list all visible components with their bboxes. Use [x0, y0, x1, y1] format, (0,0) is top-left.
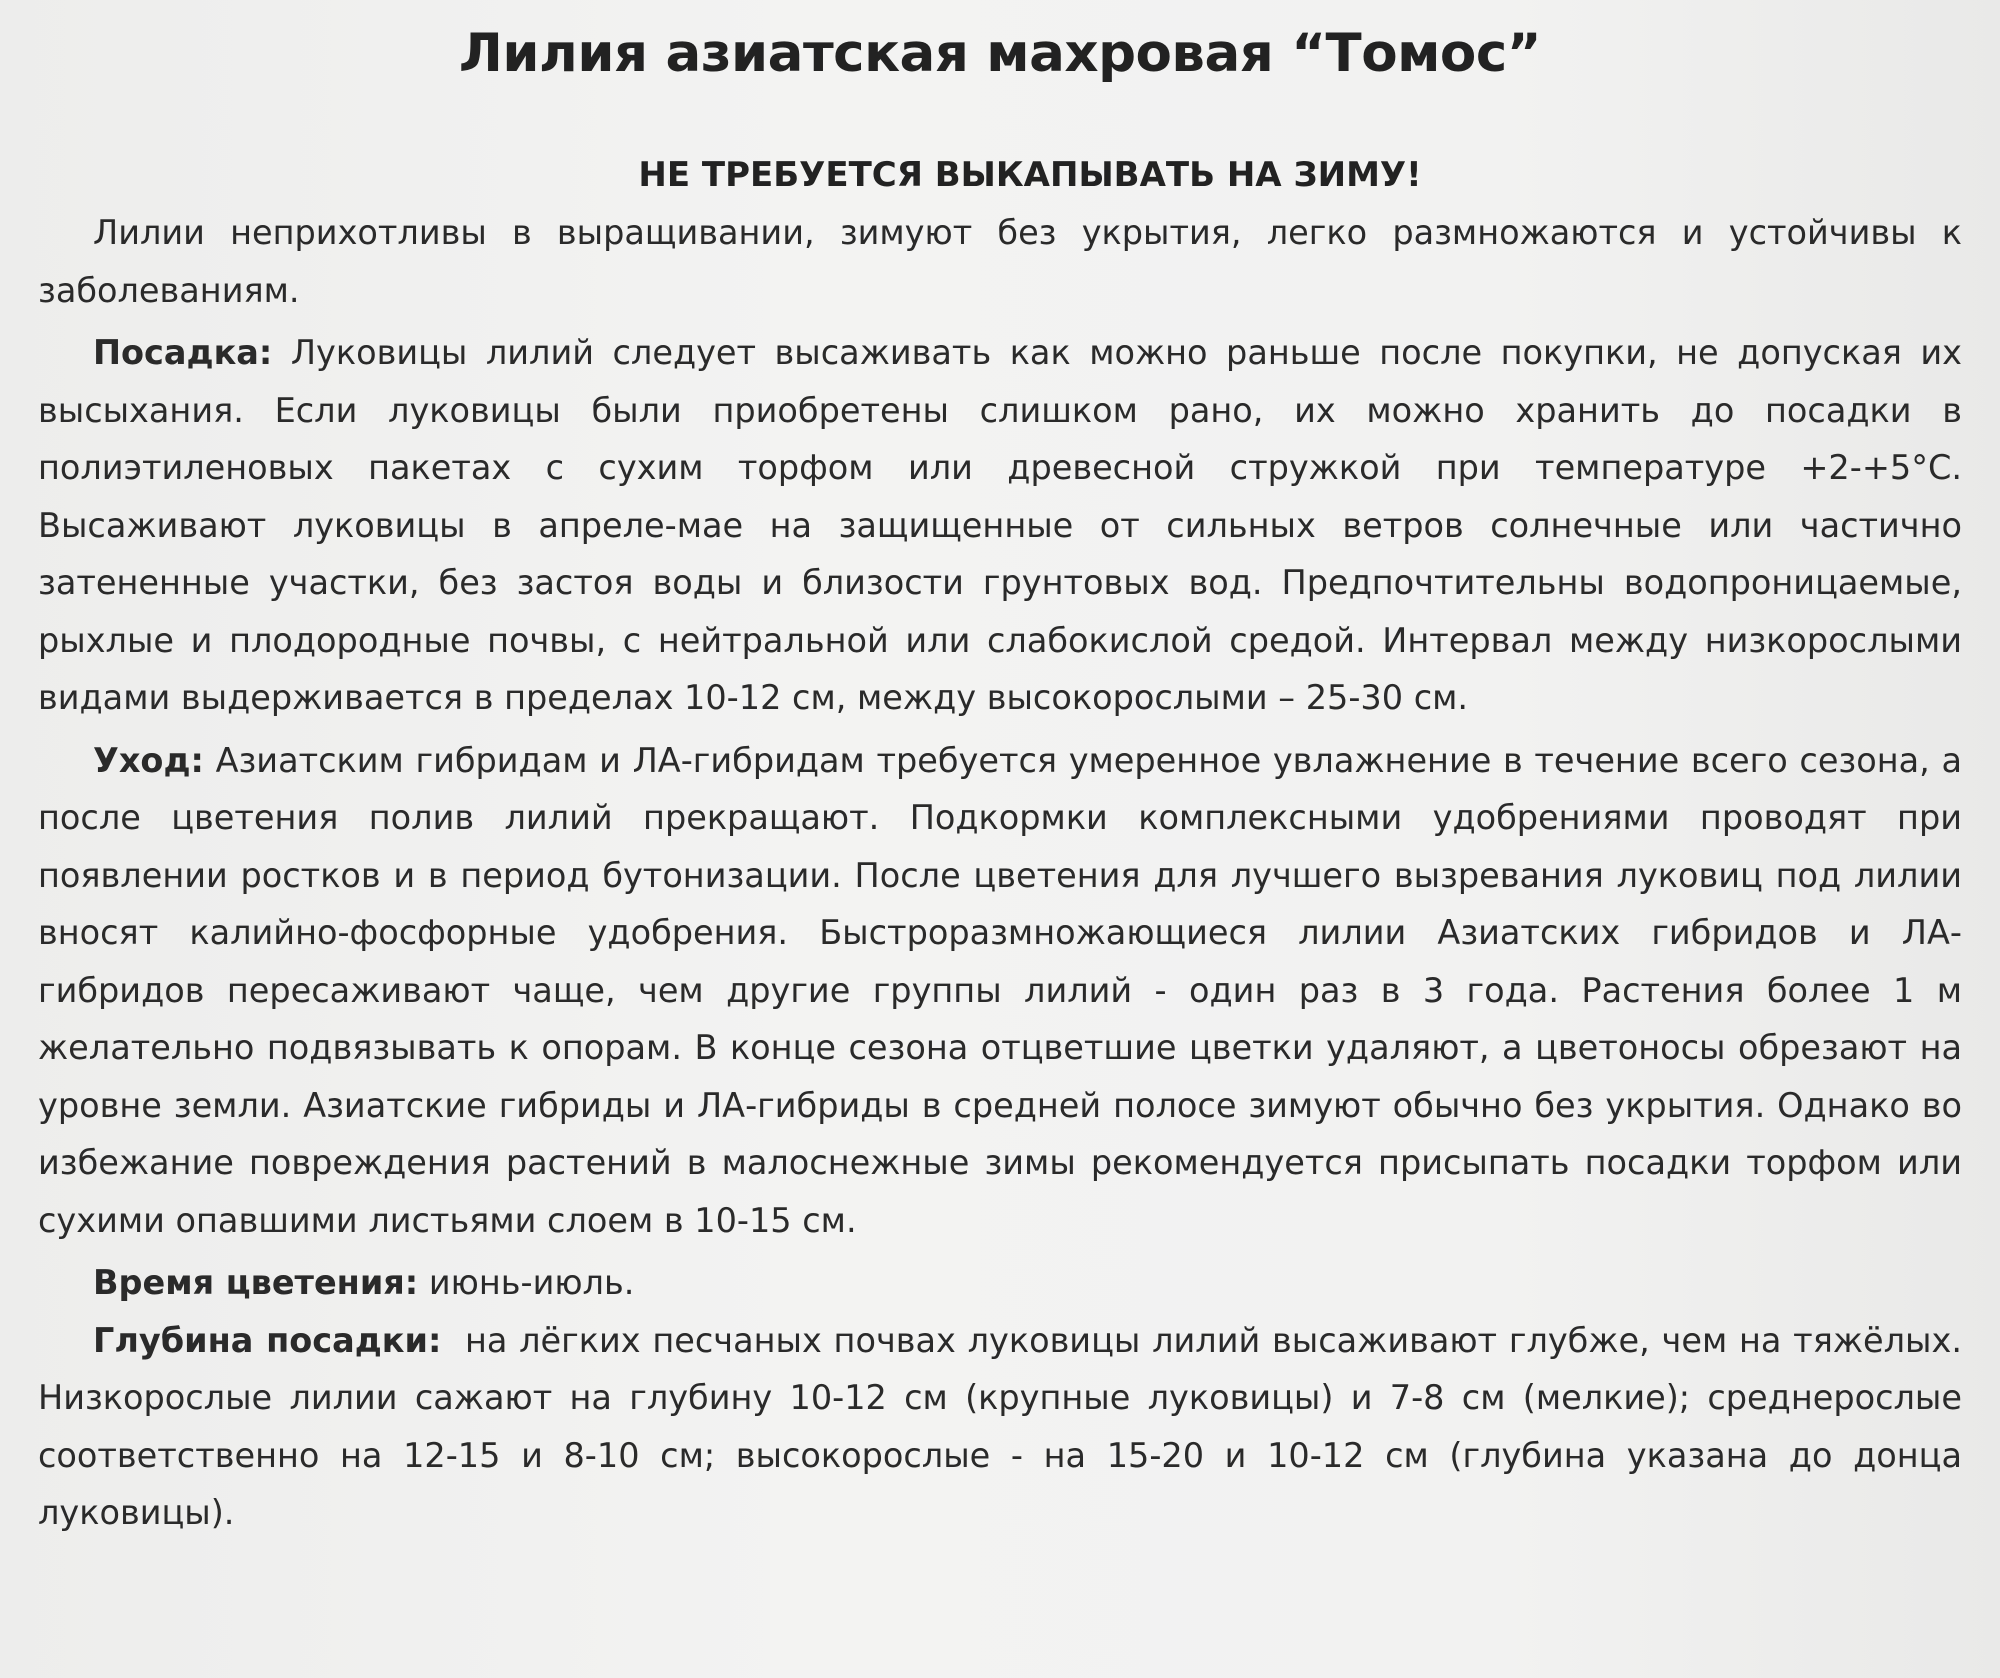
- intro-paragraph: Лилии неприхотливы в выращивании, зимуют без укрытия, легко размножаются и устойчивы к заболеваниям.: [38, 213, 1962, 310]
- planting-text: Луковицы лилий следует высаживать как можно раньше после покупки, не допуская их высыхания. Если луковицы были приобретены слишком рано, их можно хранить до посадки в полиэтиленовых пакетах с сухим торфом или древесной стружкой при температуре +2-+5°С. Высаживают луковицы в апреле-мае на защищенные от сильных ветров солнечные или частично затененные участки, без застоя воды и близости грунтовых вод. Предпочтительны водопроницаемые, рыхлые и плодородные почвы, с нейтральной или слабокислой средой. Интервал между низкорослыми видами выдерживается в пределах 10-12 см, между высокорослыми – 25-30 см.: [38, 333, 1962, 717]
- document-subtitle: НЕ ТРЕБУЕТСЯ ВЫКАПЫВАТЬ НА ЗИМУ!: [638, 155, 1422, 195]
- planting-section: [38, 324, 1962, 727]
- planting-depth-label: Глубина посадки:: [93, 1320, 442, 1360]
- planting-label: Посадка:: [93, 333, 273, 372]
- care-section: [38, 732, 1962, 1250]
- care-label: Уход:: [93, 740, 204, 780]
- document-title: Лилия азиатская махровая “Томос”: [458, 23, 1542, 84]
- flowering-time-section: [38, 1254, 1962, 1312]
- care-text: Азиатским гибридам и ЛА-гибридам требуется умеренное увлажнение в течение всего сезона, а после цветения полив лилий прекращают. Подкормки комплексными удобрениями проводят при появлении ростков и в период бутонизации. После цветения для лучшего вызревания луковиц под лилии вносят калийно-фосфорные удобрения. Быстроразмножающиеся лилии Азиатских гибридов и ЛА-гибридов пересаживают чаще, чем другие группы лилий - один раз в 3 года. Растения более 1 м желательно подвязывать к опорам. В конце сезона отцветшие цветки удаляют, а цветоносы обрезают на уровне земли. Азиатские гибриды и ЛА-гибриды в средней полосе зимуют обычно без укрытия. Однако во избежание повреждения растений в малоснежные зимы рекомендуется присыпать посадки торфом или сухими опавшими листьями слоем в 10-15 см.: [38, 740, 1963, 1240]
- planting-depth-section: [38, 1312, 1962, 1542]
- flowering-time-text: июнь-июль.: [428, 1263, 635, 1302]
- planting-depth-text: на лёгких песчаных почвах луковицы лилий высаживают глубже, чем на тяжёлых. Низкорослые лилии сажают на глубину 10-12 см (крупные луковицы) и 7-8 см (мелкие); среднерослые соответственно на 12-15 и 8-10 см; высокорослые - на 15-20 и 10-12 см (глубина указана до донца луковицы).: [38, 1320, 1962, 1532]
- flowering-time-label: Время цветения:: [93, 1263, 419, 1302]
